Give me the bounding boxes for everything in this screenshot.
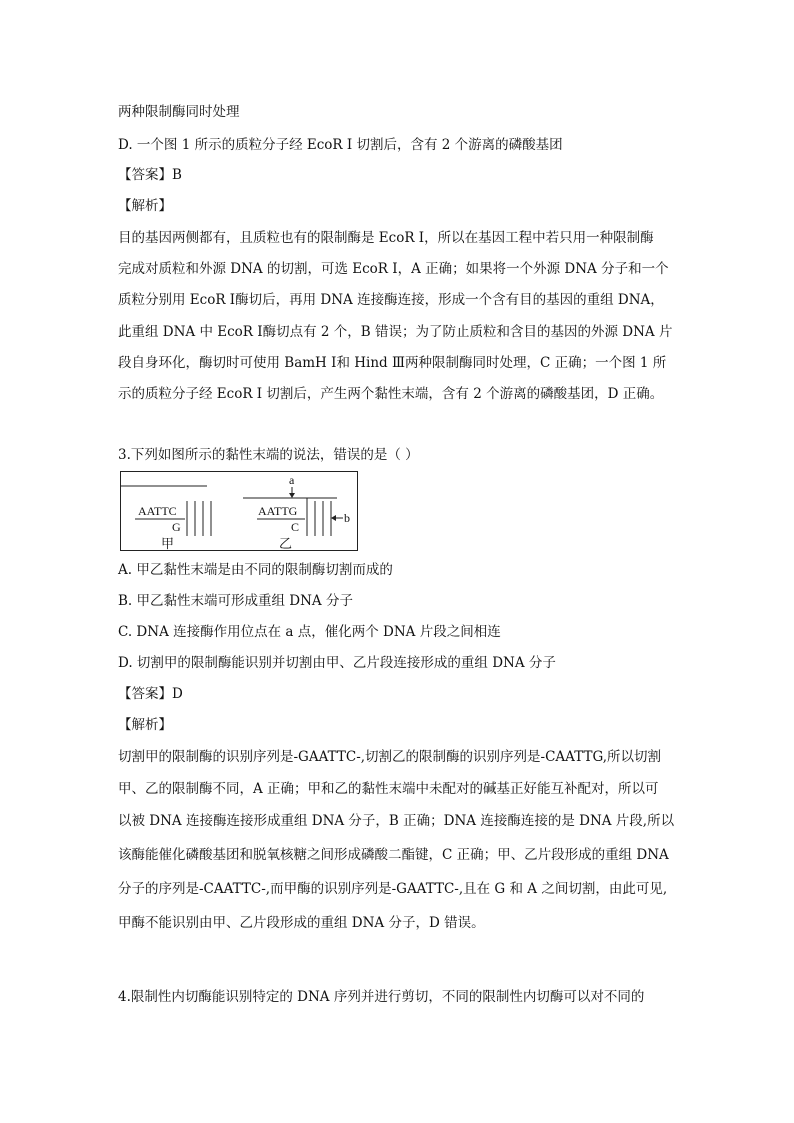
label-a: a — [289, 473, 295, 487]
q3-option-c: C. DNA 连接酶作用位点在 a 点，催化两个 DNA 片段之间相连 — [118, 624, 501, 640]
q2-analysis-line: 质粒分别用 EcoR Ⅰ酶切后，再用 DNA 连接酶连接，形成一个含有目的基因的重组 DNA， — [118, 292, 664, 308]
yi-label: 乙 — [279, 536, 293, 551]
q2-answer: 【答案】B — [118, 167, 182, 183]
q4-stem: 4.限制性内切酶能识别特定的 DNA 序列并进行剪切，不同的限制性内切酶可以对不同的 — [118, 989, 645, 1005]
q3-option-b: B. 甲乙黏性末端可形成重组 DNA 分子 — [118, 593, 353, 609]
jia-label: 甲 — [161, 536, 175, 551]
q2-analysis-line: 示的质粒分子经 EcoR Ⅰ 切割后，产生两个黏性末端，含有 2 个游离的磷酸基团，D 正确。 — [118, 386, 664, 402]
jia-sequence: AATTC — [138, 504, 177, 518]
q2-stem-tail: 两种限制酶同时处理 — [118, 104, 240, 120]
q3-analysis-line: 该酶能催化磷酸基团和脱氧核糖之间形成磷酸二酯键，C 正确；甲、乙片段形成的重组 DNA — [118, 847, 669, 863]
q3-analysis-line: 切割甲的限制酶的识别序列是-GAATTC-,切割乙的限制酶的识别序列是-CAATTG,所以切割 — [118, 749, 662, 765]
jia-base: G — [172, 520, 181, 534]
q2-analysis-line: 此重组 DNA 中 EcoR Ⅰ酶切点有 2 个，B 错误；为了防止质粒和含目的基因的外源 DNA 片 — [118, 324, 673, 340]
yi-sequence: AATTG — [258, 504, 298, 518]
q3-answer: 【答案】D — [118, 686, 183, 702]
q2-analysis-line: 完成对质粒和外源 DNA 的切割，可选 EcoR Ⅰ，A 正确；如果将一个外源 DNA 分子和一个 — [118, 261, 669, 277]
yi-base: C — [291, 520, 300, 534]
q3-analysis-line: 分子的序列是-CAATTC-,而甲酶的识别序列是-GAATTC-,且在 G 和 A 之间切割，由此可见, — [118, 881, 668, 897]
q3-analysis-line: 甲酶不能识别由甲、乙片段形成的重组 DNA 分子，D 错误。 — [118, 915, 485, 931]
q3-option-d: D. 切割甲的限制酶能识别并切割由甲、乙片段连接形成的重组 DNA 分子 — [118, 655, 556, 671]
strand-lines — [121, 472, 357, 550]
q3-option-a: A. 甲乙黏性末端是由不同的限制酶切割而成的 — [118, 562, 393, 578]
q2-analysis-label: 【解析】 — [118, 198, 172, 214]
q2-analysis-line: 段自身环化，酶切时可使用 BamH Ⅰ和 Hind Ⅲ两种限制酶同时处理，C 正确；一个图 1 所 — [118, 355, 667, 371]
label-b: b — [344, 511, 350, 525]
q3-analysis-label: 【解析】 — [118, 717, 172, 733]
q3-analysis-line: 甲、乙的限制酶不同，A 正确；甲和乙的黏性末端中未配对的碱基正好能互补配对，所以可 — [118, 781, 659, 797]
q2-analysis-line: 目的基因两侧都有，且质粒也有的限制酶是 EcoR Ⅰ，所以在基因工程中若只用一种限制酶 — [118, 230, 654, 246]
q3-analysis-line: 以被 DNA 连接酶连接形成重组 DNA 分子，B 正确；DNA 连接酶连接的是 DNA 片段,所以 — [118, 813, 675, 829]
sticky-ends-figure — [120, 471, 358, 551]
q3-stem: 3.下列如图所示的黏性末端的说法，错误的是（ ） — [118, 447, 419, 463]
q2-option-d: D. 一个图 1 所示的质粒分子经 EcoR Ⅰ 切割后，含有 2 个游离的磷酸基团 — [118, 137, 563, 153]
